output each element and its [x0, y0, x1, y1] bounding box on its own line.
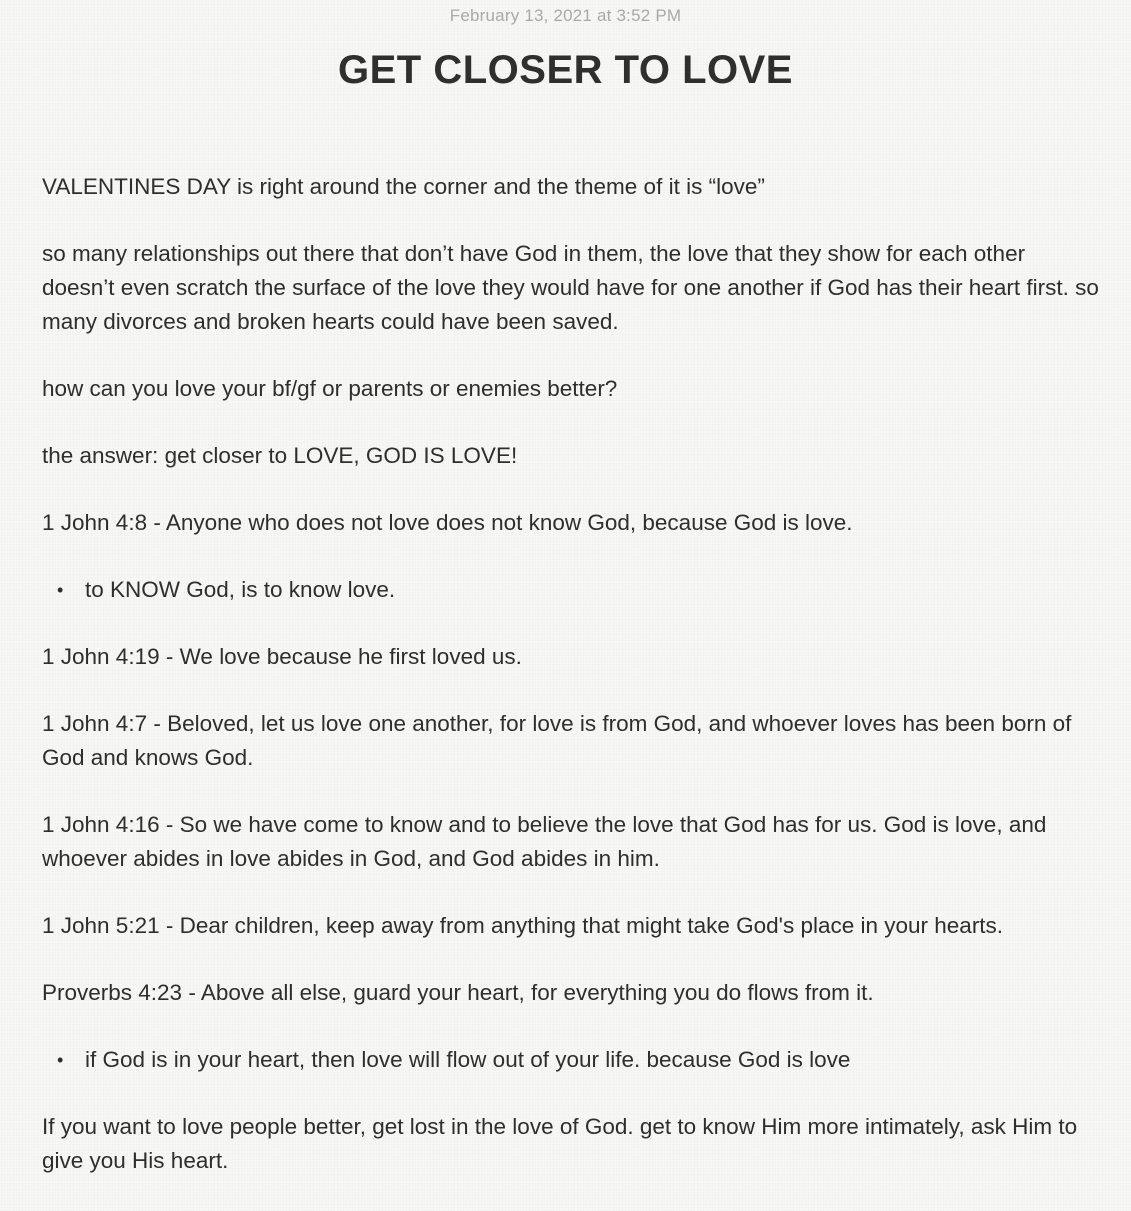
note-timestamp: February 13, 2021 at 3:52 PM: [449, 6, 682, 25]
note-paragraph: the answer: get closer to LOVE, GOD IS LOVE!: [42, 443, 518, 468]
note-paragraph: If you want to love people better, get lost in the love of God. get to know Him more intimately, ask Him to give you His heart.: [42, 1114, 1078, 1173]
verse-1-john-4-7: 1 John 4:7 - Beloved, let us love one another, for love is from God, and whoever loves has been born of God and knows God.: [42, 711, 1072, 770]
verse-1-john-5-21: 1 John 5:21 - Dear children, keep away from anything that might take God's place in your hearts.: [42, 913, 1004, 938]
note-paragraph: so many relationships out there that don’t have God in them, the love that they show for each other doesn’t even scratch the surface of the love they would have for one another if God has their heart first. so many divorces and broken hearts could have been saved.: [42, 241, 1099, 334]
note-body[interactable]: [42, 170, 1102, 1211]
verse-1-john-4-19: 1 John 4:19 - We love because he first loved us.: [42, 644, 522, 669]
bullet-item: • to KNOW God, is to know love.: [42, 573, 1102, 607]
bullet-list: [42, 1043, 1102, 1077]
verse-1-john-4-16: 1 John 4:16 - So we have come to know and to believe the love that God has for us. God is love, and whoever abides in love abides in God, and God abides in him.: [42, 812, 1047, 871]
bullet-item: • if God is in your heart, then love will flow out of your life. because God is love: [42, 1043, 1102, 1077]
verse-proverbs-4-23: Proverbs 4:23 - Above all else, guard your heart, for everything you do flows from it.: [42, 980, 874, 1005]
note-paragraph: how can you love your bf/gf or parents or enemies better?: [42, 376, 618, 401]
note-title[interactable]: GET CLOSER TO LOVE: [338, 48, 793, 92]
verse-1-john-4-8: 1 John 4:8 - Anyone who does not love does not know God, because God is love.: [42, 510, 853, 535]
bullet-list: [42, 573, 1102, 607]
note-paragraph: VALENTINES DAY is right around the corner and the theme of it is “love”: [42, 174, 765, 199]
